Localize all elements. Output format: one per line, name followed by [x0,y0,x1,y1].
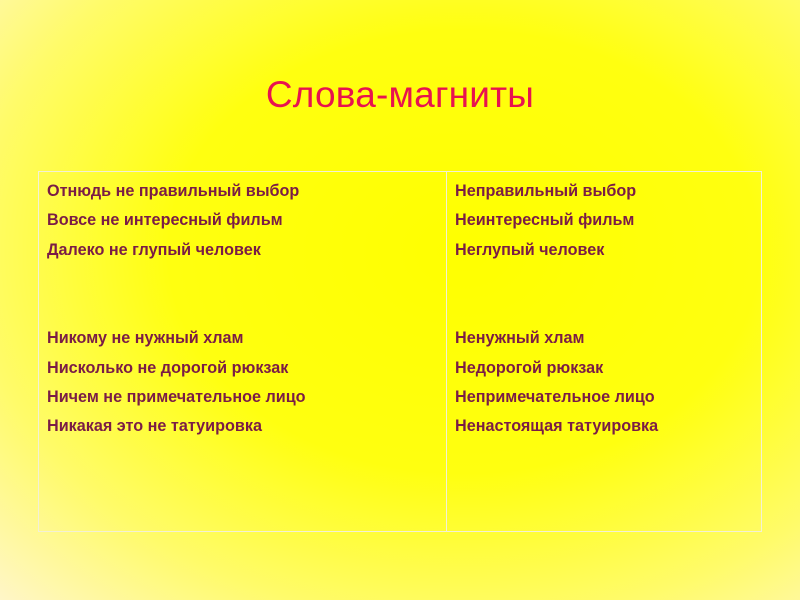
word-row: Непримечательное лицо [455,387,655,406]
word-row: Неправильный выбор [455,182,637,200]
comparison-table [38,171,762,532]
phrase-row: Никакая это не татуировка [47,417,262,436]
phrase-row: Вовсе не интересный фильм [47,211,283,230]
phrase-row: Ничем не примечательное лицо [47,387,306,406]
word-row: Ненастоящая татуировка [455,417,659,436]
slide-title: Слова-магниты [265,74,535,115]
row-spacer [455,265,761,324]
word-row: Недорогой рюкзак [455,358,604,377]
word-row: Неглупый человек [455,240,605,259]
word-row: Ненужный хлам [455,329,585,348]
phrase-row: Далеко не глупый человек [47,240,261,259]
phrase-row: Нисколько не дорогой рюкзак [47,358,289,377]
row-spacer [47,265,446,324]
table-column-words [447,172,761,531]
word-row: Неинтересный фильм [455,211,635,230]
table-column-phrases [39,172,447,531]
phrase-row: Никому не нужный хлам [47,329,244,348]
phrase-row: Отнюдь не правильный выбор [47,182,300,200]
